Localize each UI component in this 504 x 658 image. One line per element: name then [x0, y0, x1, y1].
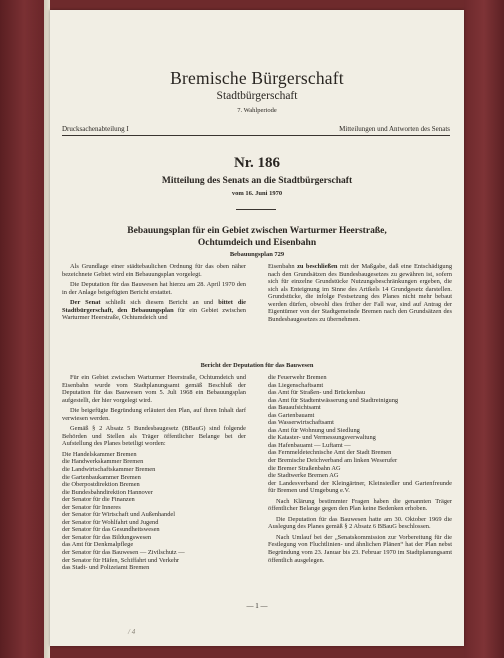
- authority-item: der Senator für das Gesundheitswesen: [62, 526, 160, 534]
- authority-item: die Handwerkskammer Bremen: [62, 458, 144, 466]
- intro-paragraph-1: Als Grundlage einer städtebaulichen Ordnung für das oben näher bezeichnete Gebiet wird ein Bebauungsplan vorgelegt.: [62, 263, 246, 278]
- intro-column-right: [268, 263, 452, 326]
- parliament-name: Bremische Bürgerschaft: [170, 68, 344, 88]
- authority-item: Die Handelskammer Bremen: [62, 450, 137, 458]
- report-column-left: [62, 374, 246, 575]
- subject-line-1: Bebauungsplan für ein Gebiet zwischen Warturmer Heerstraße,: [127, 226, 387, 236]
- chamber-name: Stadtbürgerschaft: [216, 90, 298, 102]
- pencil-note: / 4: [128, 628, 136, 636]
- intro-paragraph-2: Die Deputation für das Bauwesen hat hierzu am 28. April 1970 den in der Anlage beigefügten Bericht erstattet.: [62, 281, 246, 296]
- authority-item: die Landwirtschaftskammer Bremen: [62, 466, 156, 474]
- report-paragraph-1: Für ein Gebiet zwischen Warturmer Heerstraße, Ochtumdeich und Eisenbahn wurde vom Stadtplanungsamt gemäß Beschluß der Deputation für das Bauwesen vom 5. Juli 1968 ein Bebauungsplan aufgestellt, der hier vorgelegt wird.: [62, 374, 246, 404]
- report-paragraph-3: Gemäß § 2 Absatz 5 Bundesbaugesetz (BBauG) sind folgende Behörden und Stellen als Träger öffentlicher Belange bei der Aufstellung des Planes beteiligt worden:: [62, 425, 246, 448]
- report-paragraph-5: Die Deputation für das Bauwesen hatte am 30. Oktober 1969 die Auslegung des Planes gemäß § 2 Absatz 6 BBauG beschlossen.: [268, 515, 452, 531]
- intro-paragraph-4: [268, 263, 452, 323]
- election-period: 7. Wahlperiode: [237, 107, 277, 114]
- authority-item: der Senator für Wirtschaft und Außenhandel: [62, 511, 176, 519]
- resolve-bold: zu beschließen: [297, 263, 338, 270]
- authority-item: der Senator für die Finanzen: [62, 496, 135, 504]
- authority-item: das Stadt- und Polizeiamt Bremen: [62, 564, 150, 572]
- intro-p4-end: mit der Maßgabe, daß eine Entschädigung nach den Grundsätzen des Bundesbaugesetzes zu gewähren ist, sofern sich für einzelne Grundstücke Nutzungsbeschränkungen ergeben, die sich als Enteignung im Sinne des Artikels 14 Grundgesetz darstellen. Grundstücke, die infolge Festsetzung des Planes nicht mehr bebaut werden dürfen, obwohl dies früher der Fall war, sind auf Antrag der Eigentümer von der Stadtgemeinde Bremen nach den Grundsätzen des Bundesbaugesetzes zu übernehmen.: [268, 263, 453, 323]
- book-binding-left: [0, 0, 44, 658]
- authority-item: das Amt für Straßen- und Brückenbau: [268, 389, 366, 397]
- intro-p3-end: für ein Gebiet zwischen Warturmer Heerstraße, Ochtumdeich und: [62, 306, 246, 322]
- subject-line-2: Ochtumdeich und Eisenbahn: [197, 238, 317, 248]
- plan-number: Bebauungsplan 729: [229, 251, 285, 258]
- document-page: [50, 10, 464, 646]
- authority-item: das Amt für Stadtentwässerung und Stadtreinigung: [268, 396, 399, 404]
- request-bold: bittet die Stadtbürgerschaft, den Bebauungsplan: [62, 299, 246, 314]
- authority-item: der Senator für Häfen, Schiffahrt und Verkehr: [62, 556, 180, 564]
- authority-item: das Hafenbauamt — Luftamt —: [268, 441, 351, 449]
- authority-item: der Senator für Inneres: [62, 503, 121, 511]
- report-paragraph-2: Die beigefügte Begründung erläutert den Plan, auf ihren Inhalt darf verwiesen werden.: [62, 407, 246, 422]
- report-paragraph-4: Nach Klärung bestimmter Fragen haben die genannten Träger öffentlicher Belange gegen den Plan keine Bedenken erhoben.: [268, 497, 452, 513]
- authority-item: die Kataster- und Vermessungsverwaltung: [268, 434, 376, 442]
- message-title: Mitteilung des Senats an die Stadtbürgerschaft: [161, 176, 353, 186]
- intro-p3-text: schließt sich diesem Bericht an und: [100, 299, 219, 307]
- authority-item: der Senator für das Bildungswesen: [62, 533, 152, 541]
- title-divider: [236, 209, 276, 210]
- authority-item: das Wasserwirtschaftsamt: [268, 419, 334, 427]
- authority-item: das Amt für Denkmalpflege: [62, 541, 134, 549]
- authority-item: das Bauaufsichtsamt: [268, 404, 321, 412]
- section-label: Mitteilungen und Antworten des Senats: [339, 125, 450, 133]
- authority-item: die Feuerwehr Bremen: [268, 374, 327, 381]
- report-paragraph-6: Nach Umlauf bei der „Senatskommission zur Vorbereitung für die Festlegung von Fluchtlinien- und ähnlichen Plänen“ hat der Plan nebst Begründung vom 23. Januar bis 23. Februar 1970 im Stadtplanungsamt öffentlich ausgelegen.: [268, 533, 452, 564]
- authority-item: die Bundesbahndirektion Hannover: [62, 488, 153, 496]
- intro-paragraph-3: [62, 299, 246, 322]
- authorities-list-left: [62, 451, 246, 572]
- authority-item: das Amt für Wohnung und Siedlung: [268, 426, 360, 434]
- header-rule: [62, 135, 450, 136]
- report-column-right: [268, 374, 452, 567]
- authority-item: die Oberpostdirektion Bremen: [62, 481, 140, 489]
- authority-item: das Liegenschaftsamt: [268, 381, 324, 389]
- report-heading: Bericht der Deputation für das Bauwesen: [200, 362, 314, 369]
- authority-item: das Gartenbauamt: [268, 411, 315, 419]
- intro-p4-start: Eisenbahn: [268, 263, 298, 270]
- department-label: Drucksachenabteilung I: [62, 125, 129, 133]
- authorities-list-right: [268, 374, 452, 495]
- subject-heading: [50, 225, 464, 249]
- authority-item: der Senator für Wohlfahrt und Jugend: [62, 518, 159, 526]
- book-binding-right: [464, 0, 504, 658]
- authority-item: der Bremische Deichverband am linken Weserufer: [268, 457, 398, 465]
- authority-item: die Stadtwerke Bremen AG: [268, 472, 339, 480]
- authority-item: der Senator für das Bauwesen — Zivilschutz —: [62, 549, 185, 557]
- senate-bold: Der Senat: [70, 299, 101, 307]
- authority-item: die Bremer Straßenbahn AG: [268, 464, 341, 472]
- authority-item: der Landesverband der Kleingärtner, Kleinsiedler und Gartenfreunde für Bremen und Umgebung e.V.: [268, 479, 452, 495]
- document-date: vom 16. Juni 1970: [231, 190, 283, 197]
- intro-column-left: [62, 263, 246, 325]
- authority-item: die Gartenbaukammer Bremen: [62, 473, 141, 481]
- page-number: — 1 —: [246, 602, 268, 610]
- document-number: Nr. 186: [233, 155, 281, 171]
- authority-item: das Fernmeldetechnische Amt der Stadt Bremen: [268, 449, 392, 457]
